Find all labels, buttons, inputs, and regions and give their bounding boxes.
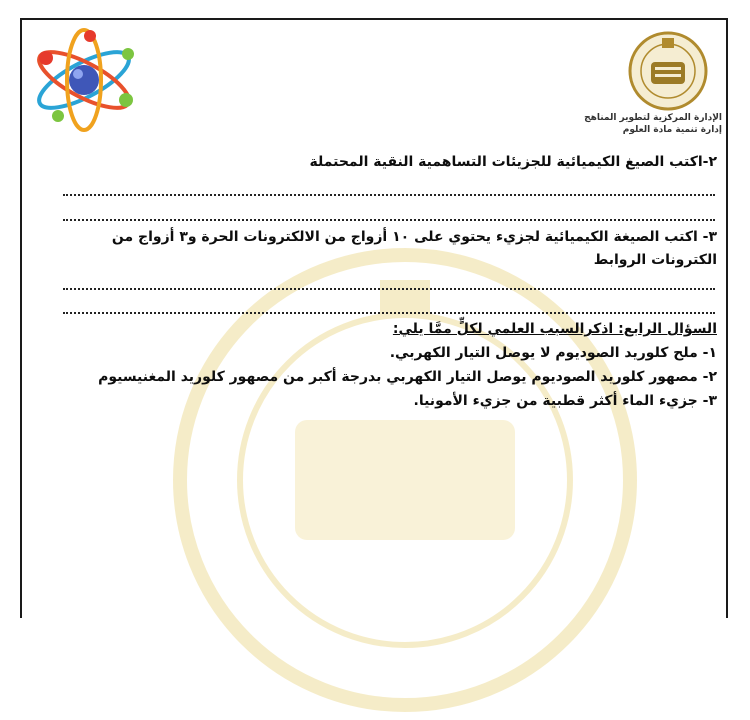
atom-icon (28, 28, 140, 132)
section-4-item: ١- ملح كلوريد الصوديوم لا يوصل التيار الكهربي. (389, 345, 717, 361)
question-3-line1: ٣- اكتب الصيغة الكيميائية لجزيء يحتوي على ١٠ أزواج من الالكترونات الحرة و٣ أزواج من (111, 229, 717, 245)
section-4-item: ٢- مصهور كلوريد الصوديوم يوصل التيار الكهربي بدرجة أكبر من مصهور كلوريد المغنيسيوم (98, 369, 717, 385)
answer-line-3a[interactable] (63, 288, 715, 290)
answer-line-3b[interactable] (63, 312, 715, 314)
logo-caption-line2: إدارة تنمية مادة العلوم (622, 125, 722, 135)
section-4-item: ٣- جزيء الماء أكثر قطبية من جزيء الأمونيا. (413, 393, 717, 409)
ministry-seal-logo (628, 30, 708, 112)
question-3-line2: الكترونات الروابط (593, 252, 717, 268)
answer-line-2b[interactable] (63, 219, 715, 221)
logo-caption-line1: الإدارة المركزية لتطوير المناهج (584, 113, 722, 123)
answer-line-2a[interactable] (63, 194, 715, 196)
question-2: ٢-اكتب الصيغ الكيميائية للجزيئات التساهمية النقية المحتملة (309, 154, 717, 170)
section-4-heading: السؤال الرابع: اذكرالسبب العلمي لكلٍّ ممَّا يلي: (392, 321, 717, 337)
